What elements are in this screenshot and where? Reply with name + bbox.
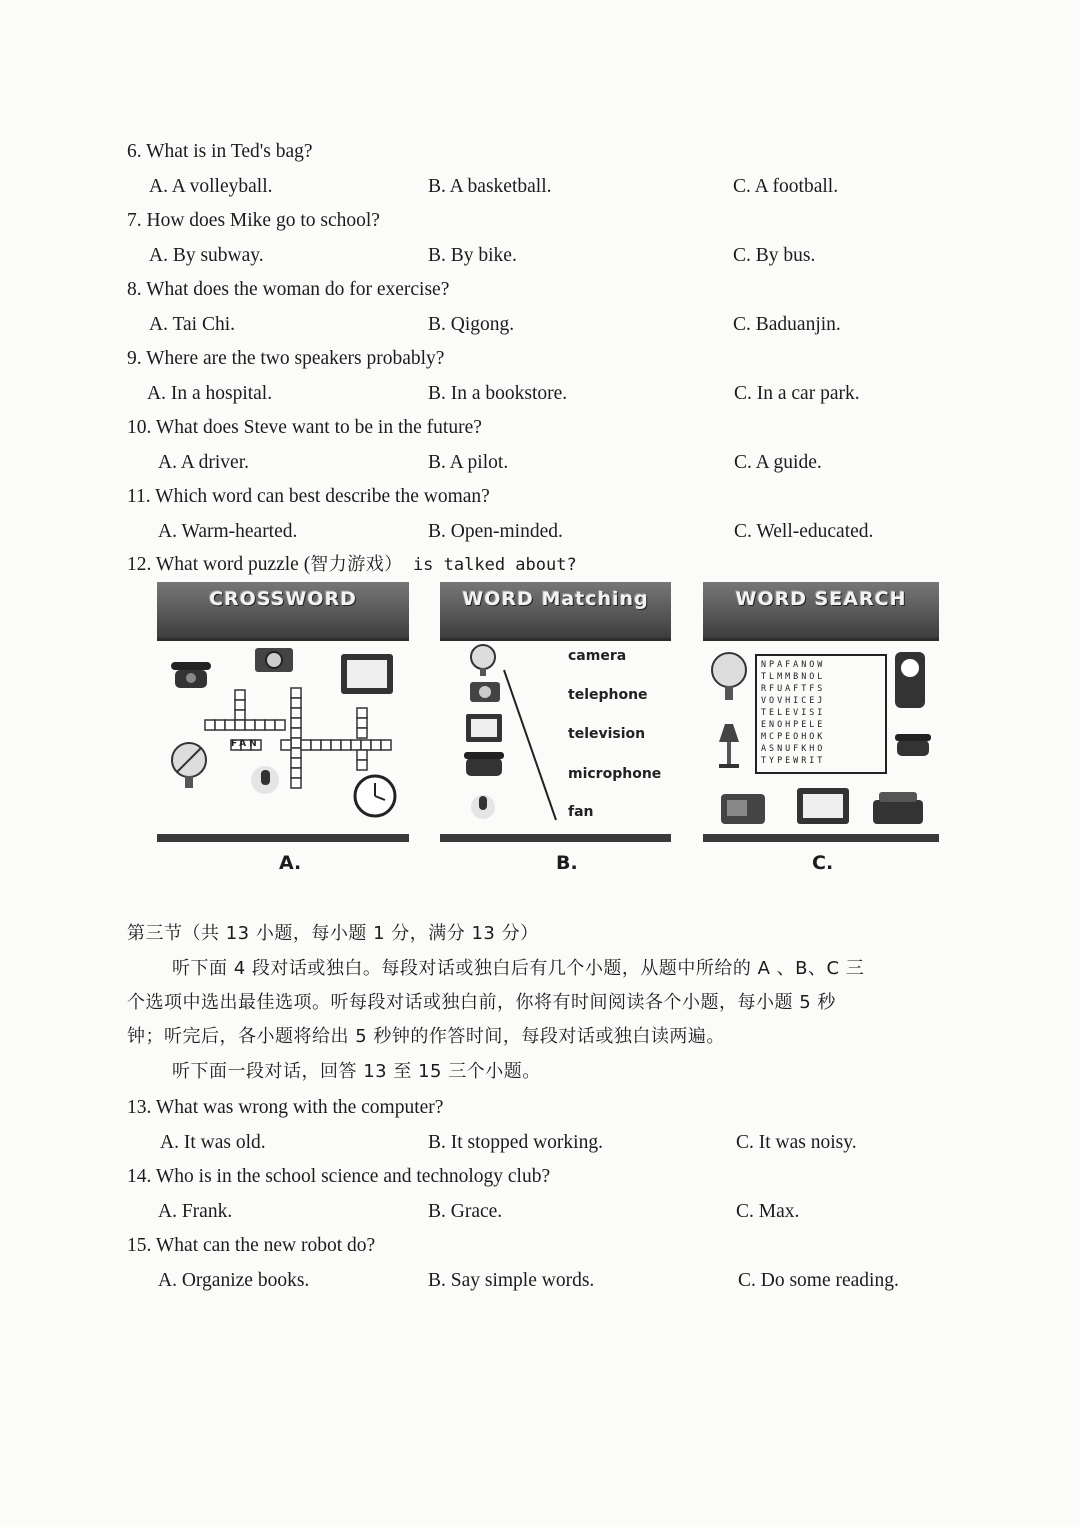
microphone-icon bbox=[471, 795, 495, 819]
television-icon bbox=[466, 714, 502, 742]
caption-b: B. bbox=[556, 852, 578, 874]
caption-a: A. bbox=[279, 852, 302, 874]
crossword-fan-word: FAN bbox=[231, 739, 260, 749]
grid-row: MCPEOHOK bbox=[761, 731, 826, 741]
clock-icon bbox=[355, 776, 395, 816]
q8-option-b: B. Qigong. bbox=[428, 314, 515, 335]
q6-option-a: A. A volleyball. bbox=[149, 176, 273, 197]
matching-word-5: fan bbox=[568, 804, 594, 820]
matching-title: WORD Matching bbox=[462, 588, 649, 610]
microphone-icon bbox=[251, 766, 279, 794]
grid-row: TELEVISI bbox=[761, 707, 826, 717]
question-10: 10. What does Steve want to be in the future? bbox=[127, 417, 482, 438]
q11-option-c: C. Well-educated. bbox=[734, 521, 874, 542]
q10-option-c: C. A guide. bbox=[734, 452, 822, 473]
grid-row: ENOHPELE bbox=[761, 719, 826, 729]
question-15: 15. What can the new robot do? bbox=[127, 1235, 376, 1256]
crossword-illustration bbox=[157, 582, 409, 832]
grid-row: RFUAFTFS bbox=[761, 683, 826, 693]
caption-c: C. bbox=[812, 852, 834, 874]
q6-option-b: B. A basketball. bbox=[428, 176, 552, 197]
telephone-icon bbox=[464, 752, 504, 776]
q12-prefix: 12. What word puzzle ( bbox=[127, 554, 311, 575]
q15-option-a: A. Organize books. bbox=[158, 1270, 310, 1291]
question-13: 13. What was wrong with the computer? bbox=[127, 1097, 444, 1118]
question-9: 9. Where are the two speakers probably? bbox=[127, 348, 445, 369]
question-12 bbox=[127, 553, 577, 577]
matching-word-1: camera bbox=[568, 648, 627, 664]
q6-option-c: C. A football. bbox=[733, 176, 839, 197]
grid-row: TLMMBNOL bbox=[761, 671, 826, 681]
matching-line bbox=[504, 670, 556, 820]
puzzle-crossword bbox=[157, 582, 409, 842]
q13-option-b: B. It stopped working. bbox=[428, 1132, 603, 1153]
q9-option-a: A. In a hospital. bbox=[147, 383, 273, 404]
matching-word-2: telephone bbox=[568, 687, 648, 703]
fan-icon bbox=[712, 653, 746, 700]
section3-sub-instruction: 听下面一段对话，回答 13 至 15 三个小题。 bbox=[172, 1061, 541, 1082]
q15-option-b: B. Say simple words. bbox=[428, 1270, 595, 1291]
lamp-icon bbox=[719, 724, 739, 768]
search-floor bbox=[703, 834, 939, 842]
q13-option-c: C. It was noisy. bbox=[736, 1132, 857, 1153]
q12-chinese: 智力游戏） bbox=[310, 554, 403, 575]
grid-row: NPAFANOW bbox=[761, 659, 826, 669]
search-illustration bbox=[703, 582, 939, 832]
puzzle-word-matching bbox=[440, 582, 671, 842]
typewriter-icon bbox=[873, 792, 923, 824]
q7-option-a: A. By subway. bbox=[149, 245, 264, 266]
q13-option-a: A. It was old. bbox=[160, 1132, 266, 1153]
fan-icon bbox=[172, 743, 206, 788]
matching-word-4: microphone bbox=[568, 766, 662, 782]
section3-instruction-line-2: 个选项中选出最佳选项。听每段对话或独白前，你将有时间阅读各个小题，每小题 5 秒 bbox=[127, 992, 836, 1013]
q14-option-b: B. Grace. bbox=[428, 1201, 503, 1222]
q11-option-a: A. Warm-hearted. bbox=[158, 521, 298, 542]
telephone-icon bbox=[171, 662, 211, 688]
telephone-icon bbox=[895, 734, 931, 756]
crossword-grid bbox=[205, 688, 391, 788]
television-icon bbox=[341, 654, 393, 694]
camera-icon bbox=[255, 648, 293, 672]
question-7: 7. How does Mike go to school? bbox=[127, 210, 380, 231]
clock-icon bbox=[895, 652, 925, 708]
q12-suffix: is talked about? bbox=[402, 555, 577, 575]
puzzle-word-search bbox=[703, 582, 939, 842]
camera-icon bbox=[470, 682, 500, 702]
matching-floor bbox=[440, 834, 671, 842]
q9-option-c: C. In a car park. bbox=[734, 383, 860, 404]
crossword-floor bbox=[157, 834, 409, 842]
q15-option-c: C. Do some reading. bbox=[738, 1270, 899, 1291]
q7-option-b: B. By bike. bbox=[428, 245, 517, 266]
fan-icon bbox=[471, 645, 495, 676]
q9-option-b: B. In a bookstore. bbox=[428, 383, 568, 404]
grid-row: TYPEWRIT bbox=[761, 755, 826, 765]
q8-option-c: C. Baduanjin. bbox=[733, 314, 841, 335]
crossword-title: CROSSWORD bbox=[209, 588, 357, 610]
grid-row: VOVHICEJ bbox=[761, 695, 826, 705]
section3-heading: 第三节（共 13 小题，每小题 1 分，满分 13 分） bbox=[127, 923, 539, 944]
question-14: 14. Who is in the school science and technology club? bbox=[127, 1166, 551, 1187]
radio-icon bbox=[721, 794, 765, 824]
matching-word-3: television bbox=[568, 726, 646, 742]
q8-option-a: A. Tai Chi. bbox=[149, 314, 236, 335]
q7-option-c: C. By bus. bbox=[733, 245, 816, 266]
question-8: 8. What does the woman do for exercise? bbox=[127, 279, 450, 300]
television-icon bbox=[797, 788, 849, 824]
matching-illustration bbox=[440, 582, 671, 832]
section3-instruction-line-3: 钟；听完后，各小题将给出 5 秒钟的作答时间，每段对话或独白读两遍。 bbox=[127, 1026, 725, 1047]
grid-row: ASNUFKHO bbox=[761, 743, 826, 753]
q14-option-a: A. Frank. bbox=[158, 1201, 233, 1222]
q14-option-c: C. Max. bbox=[736, 1201, 800, 1222]
q11-option-b: B. Open-minded. bbox=[428, 521, 563, 542]
section3-instruction-line-1: 听下面 4 段对话或独白。每段对话或独白后有几个小题，从题中所给的 A 、B、C 三 bbox=[172, 958, 865, 979]
question-6: 6. What is in Ted's bag? bbox=[127, 141, 313, 162]
q10-option-a: A. A driver. bbox=[158, 452, 249, 473]
q10-option-b: B. A pilot. bbox=[428, 452, 509, 473]
search-title: WORD SEARCH bbox=[735, 588, 907, 610]
question-11: 11. Which word can best describe the woman? bbox=[127, 486, 490, 507]
